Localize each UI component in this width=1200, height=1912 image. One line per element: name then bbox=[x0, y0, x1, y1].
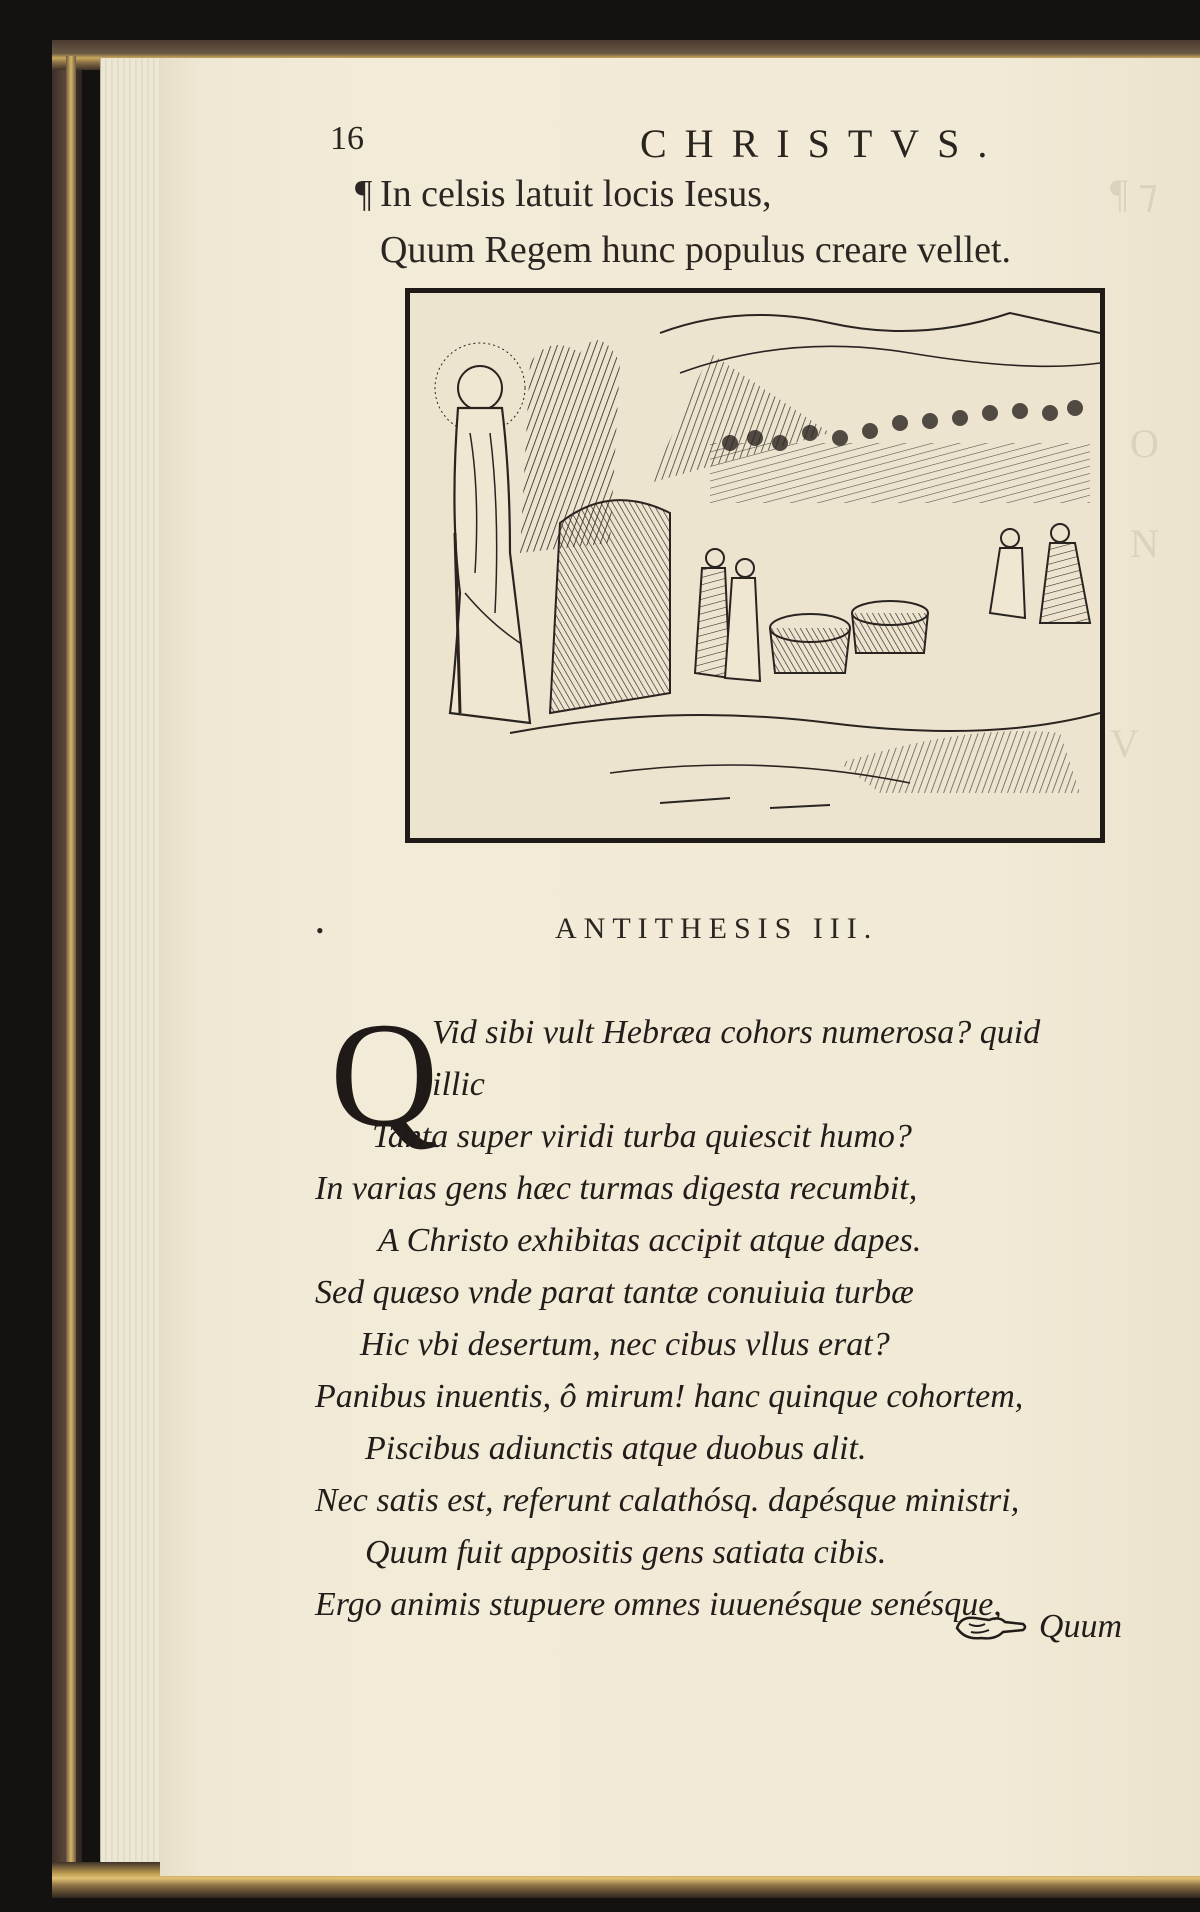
page-edges bbox=[100, 58, 163, 1876]
running-head bbox=[330, 120, 1010, 170]
section-dot: • bbox=[316, 918, 324, 943]
poem-line: Tanta super viridi turba quiescit humo? bbox=[372, 1118, 912, 1155]
poem-line: Sed quæso vnde parat tantæ conuiuia turbæ bbox=[315, 1274, 914, 1311]
bleed-through-text: N bbox=[1130, 521, 1159, 566]
poem-line: In varias gens hæc turmas digesta recumbit, bbox=[315, 1170, 918, 1207]
poem-line: Vid sibi vult Hebræa cohors numerosa? quid bbox=[432, 1014, 1041, 1051]
poem-line: Nec satis est, referunt calathósq. dapésque ministri, bbox=[315, 1482, 1020, 1519]
heading-line-2: Quum Regem hunc populus creare vellet. bbox=[380, 229, 1012, 271]
poem-line: Panibus inuentis, ô mirum! hanc quinque cohortem, bbox=[315, 1378, 1024, 1415]
catchword-row bbox=[955, 1608, 1122, 1648]
poem-line: illic bbox=[432, 1066, 485, 1103]
woodcut-drawing bbox=[410, 293, 1100, 838]
disciples-with-baskets bbox=[695, 549, 928, 681]
christ-figure bbox=[435, 343, 530, 723]
page-number: 16 bbox=[330, 120, 364, 157]
poem-line: A Christo exhibitas accipit atque dapes. bbox=[378, 1222, 922, 1259]
poem-line: Piscibus adiunctis atque duobus alit. bbox=[365, 1430, 867, 1467]
poem-line: Hic vbi desertum, nec cibus vllus erat? bbox=[360, 1326, 890, 1363]
heading-line-1: In celsis latuit locis Iesus, bbox=[380, 173, 772, 215]
bleed-through-text: ¶ ⁊ bbox=[1110, 171, 1159, 216]
section-title: ANTITHESIS III. bbox=[555, 912, 879, 945]
poem-line: Ergo animis stupuere omnes iuuenésque senésque, bbox=[315, 1586, 1002, 1623]
drop-cap: Q bbox=[330, 992, 439, 1158]
running-title: CHRISTVS. bbox=[640, 121, 1006, 166]
catchword: Quum bbox=[1038, 1608, 1122, 1645]
gilt-edge-left bbox=[66, 56, 76, 1876]
bleed-through-text: O bbox=[1130, 421, 1159, 466]
printers-hand-icon bbox=[955, 1612, 1027, 1642]
woodcut-illustration bbox=[405, 288, 1105, 843]
seated-figures bbox=[990, 524, 1090, 623]
bleed-through-text: V bbox=[1110, 721, 1139, 766]
pilcrow-mark: ¶ bbox=[355, 173, 373, 215]
poem-line: Quum fuit appositis gens satiata cibis. bbox=[365, 1534, 887, 1571]
